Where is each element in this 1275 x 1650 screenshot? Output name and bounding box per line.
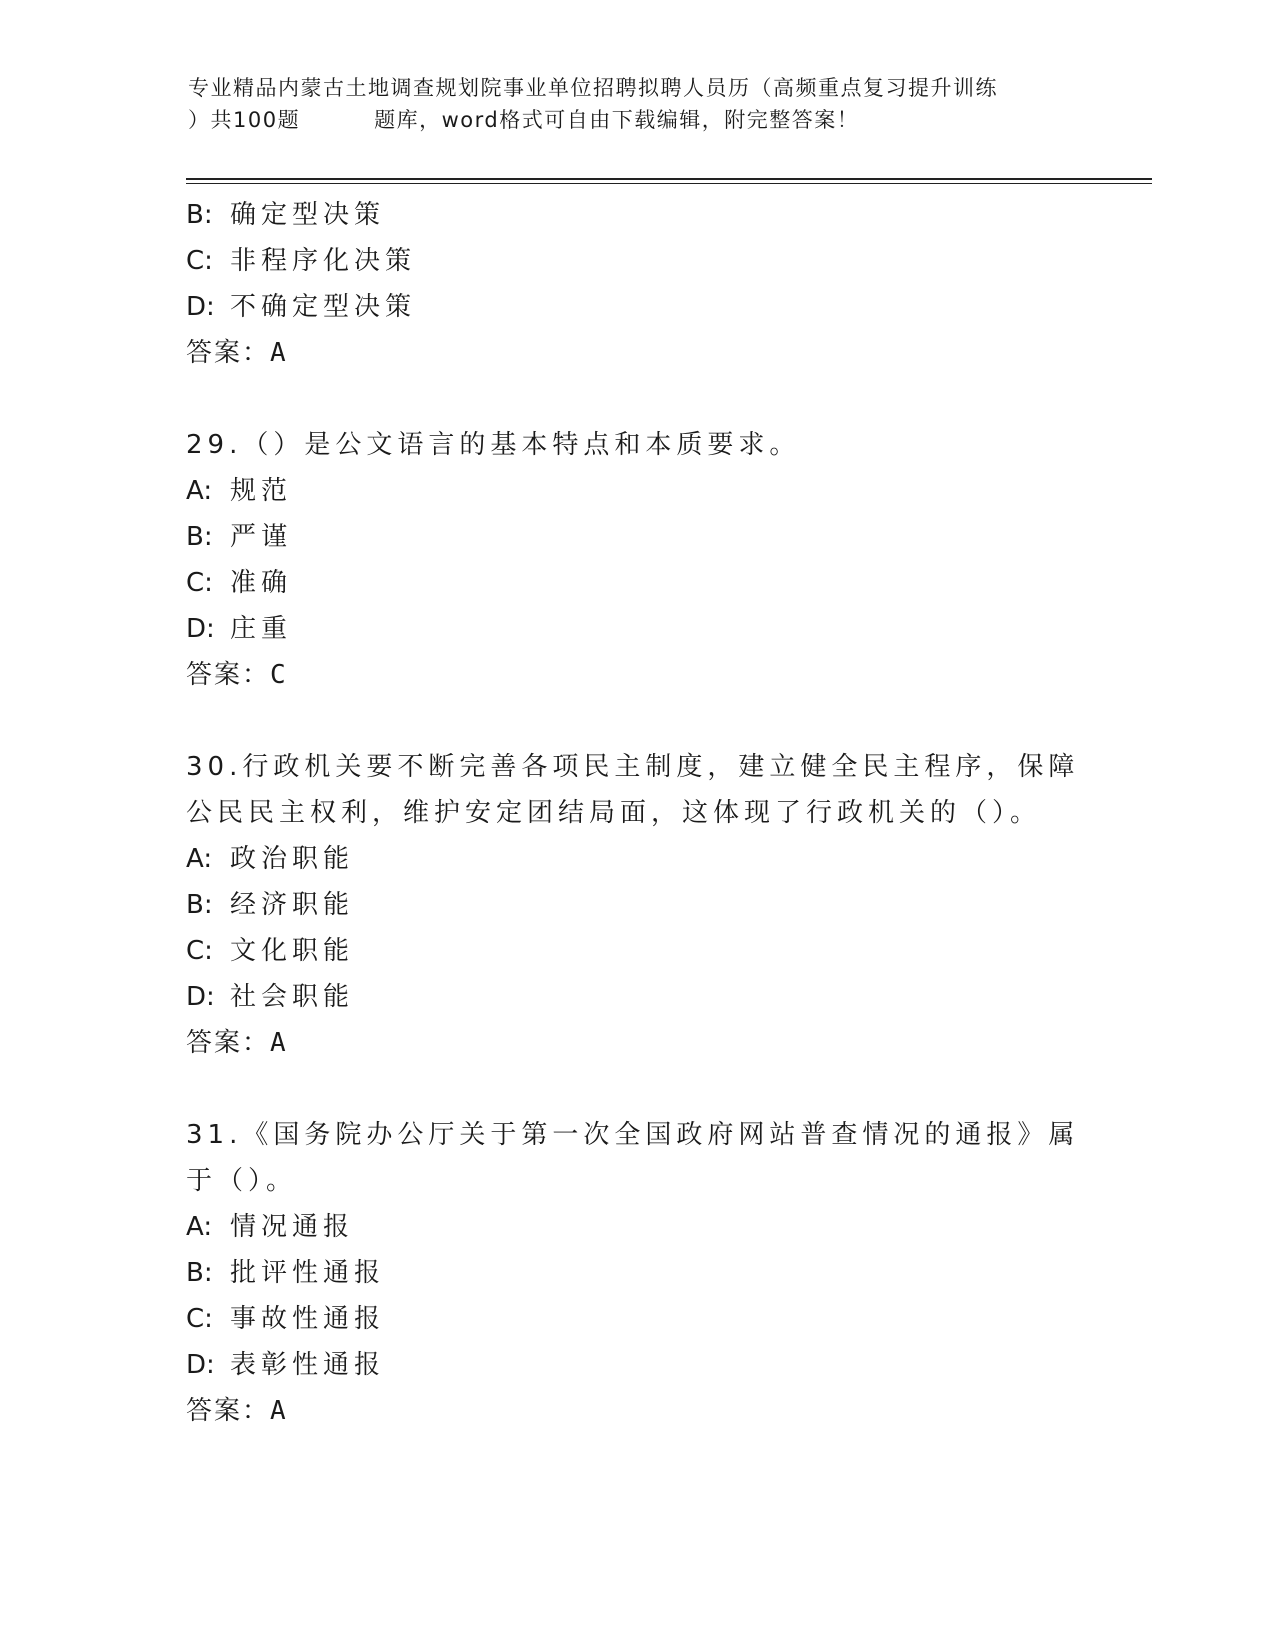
question-block-31 — [186, 1112, 1086, 1434]
document-header — [188, 72, 1088, 136]
question-block-29 — [186, 422, 1086, 698]
option-line: C: 准确 — [186, 568, 293, 598]
option-line: A: 政治职能 — [186, 844, 355, 874]
header-line-2-left: ）共100题 — [188, 108, 301, 132]
header-divider-thick — [186, 178, 1152, 180]
option-line: D: 社会职能 — [186, 982, 355, 1012]
option-line: A: 规范 — [186, 476, 293, 506]
answer-line: 答案：C — [186, 660, 288, 690]
header-line-1: 专业精品内蒙古土地调查规划院事业单位招聘拟聘人员历（高频重点复习提升训练 — [188, 76, 998, 100]
option-line: B: 严谨 — [186, 522, 293, 552]
option-line: B: 批评性通报 — [186, 1258, 386, 1288]
answer-line: 答案：A — [186, 1028, 288, 1058]
option-line: D: 庄重 — [186, 614, 293, 644]
header-divider-thin — [186, 183, 1152, 184]
option-line: B: 经济职能 — [186, 890, 355, 920]
answer-line: 答案：A — [186, 338, 288, 368]
option-line: C: 文化职能 — [186, 936, 355, 966]
question-block-30 — [186, 744, 1086, 1066]
option-line: D: 不确定型决策 — [186, 292, 417, 322]
option-line: D: 表彰性通报 — [186, 1350, 386, 1380]
question-stem: 29.（）是公文语言的基本特点和本质要求。 — [186, 430, 801, 460]
header-line-2-right: 题库，word格式可自由下载编辑，附完整答案！ — [374, 108, 860, 132]
option-line: C: 事故性通报 — [186, 1304, 386, 1334]
answer-line: 答案：A — [186, 1396, 288, 1426]
option-line: B: 确定型决策 — [186, 200, 386, 230]
question-block-partial — [186, 192, 1086, 376]
header-line-2 — [188, 104, 1088, 136]
option-line: A: 情况通报 — [186, 1212, 355, 1242]
question-stem: 30.行政机关要不断完善各项民主制度，建立健全民主程序，保障公民民主权利，维护安定团结局面，这体现了行政机关的（）。 — [186, 752, 1080, 828]
option-line: C: 非程序化决策 — [186, 246, 417, 276]
question-stem: 31.《国务院办公厅关于第一次全国政府网站普查情况的通报》属于（）。 — [186, 1120, 1080, 1196]
question-list — [186, 192, 1086, 1434]
